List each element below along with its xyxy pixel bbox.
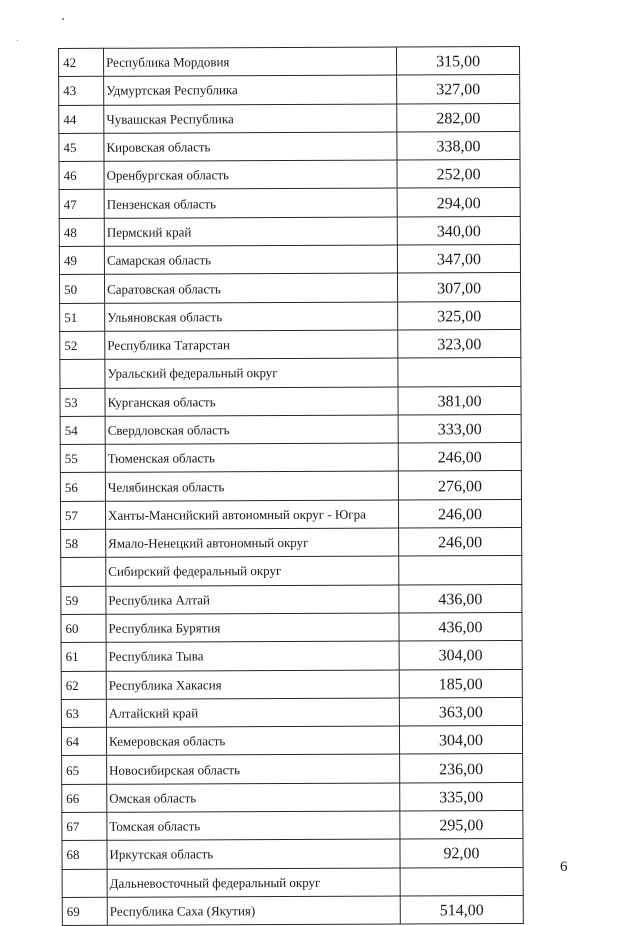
federal-district-name-cell: Сибирский федеральный округ: [106, 556, 399, 586]
value-cell: 514,00: [400, 895, 523, 924]
table-row: [60, 329, 521, 359]
table-row: [59, 216, 520, 246]
row-number-cell: 57: [60, 501, 105, 529]
row-number-cell: 62: [61, 671, 106, 699]
value-cell: 325,00: [398, 301, 521, 330]
table-row: [62, 839, 523, 869]
value-cell: 335,00: [400, 782, 523, 811]
table-body: [59, 46, 524, 925]
value-cell: 436,00: [399, 584, 522, 613]
table-row: [61, 726, 522, 756]
region-name-cell: Ханты-Мансийский автономный округ - Югра: [105, 500, 398, 530]
row-number-cell: 69: [62, 897, 107, 925]
region-name-cell: Республика Алтай: [106, 585, 399, 615]
region-name-cell: Самарская область: [104, 245, 397, 275]
table-row: [62, 895, 523, 925]
federal-district-name-cell: Дальневосточный федеральный округ: [107, 868, 400, 898]
row-number-cell: 58: [61, 529, 106, 557]
row-number-cell: 49: [59, 246, 104, 274]
row-number-cell: 52: [60, 331, 105, 359]
table-row: [59, 131, 520, 161]
value-cell: [399, 556, 522, 585]
value-cell: [398, 358, 521, 387]
row-number-cell: 54: [60, 416, 105, 444]
row-number-cell: 64: [61, 727, 106, 755]
value-cell: 436,00: [399, 612, 522, 641]
region-name-cell: Оренбургская область: [104, 160, 397, 190]
table-row: [61, 528, 522, 558]
table-row: [59, 273, 520, 303]
row-number-cell: 55: [60, 444, 105, 472]
page-number: 6: [560, 859, 568, 875]
district-header-row: [61, 556, 522, 586]
table-row: [61, 584, 522, 614]
scan-speck: [17, 40, 18, 41]
table-row: [60, 471, 521, 501]
table-row: [60, 386, 521, 416]
region-name-cell: Челябинская область: [105, 471, 398, 501]
row-number-cell: 67: [62, 812, 107, 840]
value-cell: 347,00: [397, 245, 520, 274]
value-cell: 295,00: [400, 810, 523, 839]
region-name-cell: Республика Хакасия: [106, 670, 399, 700]
row-number-cell: 65: [62, 756, 107, 784]
row-number-cell: [61, 558, 106, 586]
row-number-cell: 61: [61, 643, 106, 671]
region-name-cell: Ульяновская область: [105, 302, 398, 332]
table-row: [59, 188, 520, 218]
region-name-cell: Республика Бурятия: [106, 613, 399, 643]
value-cell: 236,00: [400, 754, 523, 783]
table-row: [61, 612, 522, 642]
row-number-cell: 50: [59, 275, 104, 303]
region-values-table: [58, 46, 524, 926]
value-cell: 363,00: [399, 697, 522, 726]
region-name-cell: Пермский край: [104, 217, 397, 247]
region-name-cell: Саратовская область: [104, 273, 397, 303]
table-row: [60, 443, 521, 473]
table-row: [59, 75, 520, 105]
region-name-cell: Республика Саха (Якутия): [107, 896, 400, 926]
row-number-cell: 48: [59, 218, 104, 246]
value-cell: 282,00: [397, 103, 520, 132]
district-header-row: [62, 867, 523, 897]
row-number-cell: 44: [59, 105, 104, 133]
region-name-cell: Кемеровская область: [106, 726, 399, 756]
region-name-cell: Удмуртская Республика: [104, 75, 397, 105]
table-row: [61, 697, 522, 727]
value-cell: 246,00: [398, 499, 521, 528]
value-cell: 252,00: [397, 160, 520, 189]
table-row: [59, 103, 520, 133]
region-name-cell: Республика Татарстан: [105, 330, 398, 360]
value-cell: 276,00: [398, 471, 521, 500]
district-header-row: [60, 358, 521, 388]
table-row: [62, 810, 523, 840]
value-cell: 338,00: [397, 131, 520, 160]
row-number-cell: 45: [59, 133, 104, 161]
value-cell: 381,00: [398, 386, 521, 415]
region-name-cell: Алтайский край: [106, 698, 399, 728]
row-number-cell: 42: [59, 48, 104, 76]
table-row: [60, 301, 521, 331]
table-row: [60, 499, 521, 529]
row-number-cell: 53: [60, 388, 105, 416]
value-cell: 315,00: [396, 46, 519, 75]
region-name-cell: Свердловская область: [105, 415, 398, 445]
region-name-cell: Ямало-Ненецкий автономный округ: [106, 528, 399, 558]
table-row: [59, 245, 520, 275]
value-cell: 304,00: [399, 726, 522, 755]
federal-district-name-cell: Уральский федеральный округ: [105, 358, 398, 388]
value-cell: 185,00: [399, 669, 522, 698]
region-name-cell: Кировская область: [104, 132, 397, 162]
row-number-cell: 46: [59, 161, 104, 189]
region-name-cell: Чувашская Республика: [104, 104, 397, 134]
row-number-cell: 60: [61, 614, 106, 642]
row-number-cell: 47: [59, 190, 104, 218]
row-number-cell: 63: [61, 699, 106, 727]
table-row: [62, 754, 523, 784]
row-number-cell: [60, 360, 105, 388]
scan-speck: [62, 18, 64, 20]
region-name-cell: Новосибирская область: [107, 754, 400, 784]
table-row: [61, 669, 522, 699]
value-cell: 340,00: [397, 216, 520, 245]
table-row: [59, 160, 520, 190]
row-number-cell: 43: [59, 77, 104, 105]
region-name-cell: Республика Тыва: [106, 641, 399, 671]
row-number-cell: 56: [60, 473, 105, 501]
region-name-cell: Республика Мордовия: [104, 47, 397, 77]
table-row: [60, 414, 521, 444]
value-cell: 333,00: [398, 414, 521, 443]
table-row: [62, 782, 523, 812]
region-name-cell: Курганская область: [105, 387, 398, 417]
region-name-cell: Тюменская область: [105, 443, 398, 473]
value-cell: [400, 867, 523, 896]
value-cell: 307,00: [397, 273, 520, 302]
region-name-cell: Иркутская область: [107, 839, 400, 869]
value-cell: 92,00: [400, 839, 523, 868]
row-number-cell: 68: [62, 841, 107, 869]
value-cell: 323,00: [398, 329, 521, 358]
row-number-cell: [62, 869, 107, 897]
value-cell: 246,00: [399, 528, 522, 557]
table-row: [61, 641, 522, 671]
value-cell: 246,00: [398, 443, 521, 472]
value-cell: 294,00: [397, 188, 520, 217]
row-number-cell: 66: [62, 784, 107, 812]
table-row: [59, 46, 520, 76]
row-number-cell: 51: [60, 303, 105, 331]
row-number-cell: 59: [61, 586, 106, 614]
region-name-cell: Томская область: [107, 811, 400, 841]
region-name-cell: Омская область: [107, 783, 400, 813]
value-cell: 327,00: [397, 75, 520, 104]
value-cell: 304,00: [399, 641, 522, 670]
region-name-cell: Пензенская область: [104, 189, 397, 219]
